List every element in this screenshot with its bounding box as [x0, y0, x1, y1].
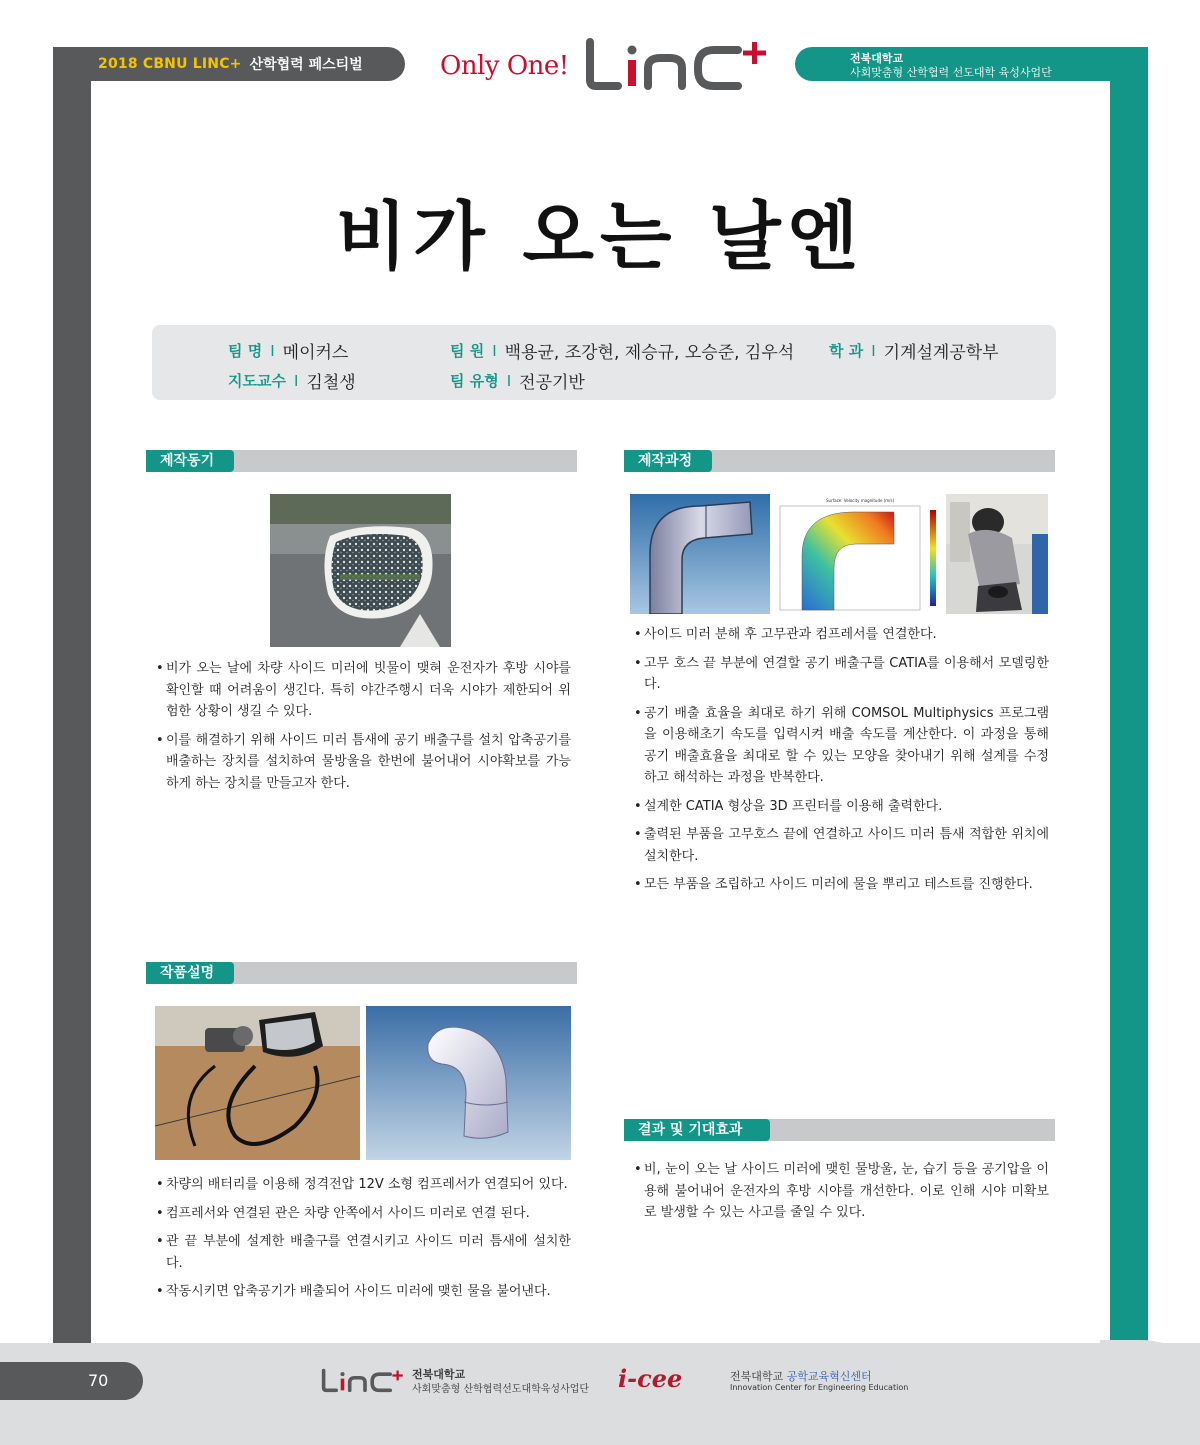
university-banner — [795, 47, 1148, 81]
footer-linc-univ: 전북대학교 — [412, 1368, 466, 1381]
footer-icee-univ: 전북대학교 — [730, 1370, 784, 1383]
section-title: 작품설명 — [146, 962, 234, 984]
results-text — [634, 1159, 1049, 1231]
slogan: Only One! — [440, 51, 569, 81]
team-members-row: 팀 원 I 백용균, 조강현, 제승규, 오승준, 김우석 — [450, 338, 794, 363]
description-item: • 컴프레서와 연결된 관은 차량 안쪽에서 사이드 미러로 연결 된다. — [156, 1203, 571, 1225]
festival-year: 2018 CBNU LINC+ — [98, 56, 242, 72]
results-item: • 비, 눈이 오는 날 사이드 미러에 맺힌 물방울, 눈, 습기 등을 공기압을 이용해 불어내어 운전자의 후방 시야를 개선한다. 이로 인해 시야 미확보로 발생할 수 있는 사고를 줄일 수 있다. — [634, 1159, 1049, 1224]
catia-model-image — [630, 494, 770, 614]
section-header-process — [624, 450, 1055, 472]
section-header-results — [624, 1119, 1055, 1141]
description-item: • 관 끝 부분에 설계한 배출구를 연결시키고 사이드 미러 틈새에 설치한다. — [156, 1231, 571, 1274]
page-number: 70 — [88, 1371, 109, 1390]
department-label: 학 과 — [829, 342, 864, 360]
section-header-motivation — [146, 450, 577, 472]
comsol-simulation-image — [770, 494, 942, 614]
nozzle-model-image — [366, 1006, 571, 1160]
festival-name: 산학협력 페스티벌 — [249, 57, 363, 73]
motivation-text — [156, 658, 571, 801]
team-name: 메이커스 — [282, 343, 349, 363]
rainy-mirror-photo — [270, 494, 451, 647]
process-item: • 고무 호스 끝 부분에 연결할 공기 배출구를 CATIA를 이용해서 모델링한다. — [634, 653, 1049, 696]
description-item: • 차량의 배터리를 이용해 정격전압 12V 소형 컴프레서가 연결되어 있다. — [156, 1174, 571, 1196]
team-members: 백용균, 조강현, 제승규, 오승준, 김우석 — [504, 343, 795, 363]
process-item: • 설계한 CATIA 형상을 3D 프린터를 이용해 출력한다. — [634, 796, 1049, 818]
simulation-caption: Surface: Velocity magnitude (m/s) — [826, 498, 895, 503]
process-item: • 출력된 부품을 고무호스 끝에 연결하고 사이드 미러 틈새 적합한 위치에 설치한다. — [634, 824, 1049, 867]
section-title: 결과 및 기대효과 — [624, 1119, 770, 1141]
team-type-row: 팀 유형 I 전공기반 — [450, 368, 585, 393]
department: 기계설계공학부 — [883, 343, 999, 363]
team-type-label: 팀 유형 — [450, 372, 499, 390]
section-header-description — [146, 962, 577, 984]
univ-program: 사회맞춤형 산학협력 선도대학 육성사업단 — [850, 66, 1052, 79]
footer-band — [0, 1343, 1200, 1445]
footer-linc-logo — [320, 1364, 410, 1396]
univ-name: 전북대학교 — [850, 52, 904, 65]
advisor-label: 지도교수 — [228, 372, 286, 390]
motivation-item: • 비가 오는 날에 차량 사이드 미러에 빗물이 맺혀 운전자가 후방 시야를 확인할 때 어려움이 생긴다. 특히 야간주행시 더욱 시야가 제한되어 위험한 상황이 생길 수 있다. — [156, 658, 571, 723]
section-title: 제작과정 — [624, 450, 712, 472]
team-type: 전공기반 — [519, 373, 585, 393]
description-text — [156, 1174, 571, 1310]
process-item: • 공기 배출 효율을 최대로 하기 위해 COMSOL Multiphysics 프로그램을 이용해초기 속도를 입력시켜 배출 속도를 계산한다. 이 과정을 통해 공기 배출효율을 최대로 할 수 있는 모양을 찾아내기 위해 설계를 수정하고 해석하는 과정을 반복한다. — [634, 703, 1049, 789]
motivation-item: • 이를 해결하기 위해 사이드 미러 틈새에 공기 배출구를 설치 압축공기를 배출하는 장치를 설치하여 물방울을 한번에 불어내어 시야확보를 가능하게 하는 장치를 만들고자 한다. — [156, 730, 571, 795]
process-item: • 사이드 미러 분해 후 고무관과 컴프레서를 연결한다. — [634, 624, 1049, 646]
process-item: • 모든 부품을 조립하고 사이드 미러에 물을 뿌리고 테스트를 진행한다. — [634, 874, 1049, 896]
section-title: 제작동기 — [146, 450, 234, 472]
process-text — [634, 624, 1049, 903]
team-name-row: 팀 명 I 메이커스 — [228, 338, 348, 363]
description-item: • 작동시키면 압축공기가 배출되어 사이드 미러에 맺힌 물을 불어낸다. — [156, 1281, 571, 1303]
page-title: 비가 오는 날엔 — [335, 194, 865, 280]
page-number-pill — [0, 1362, 143, 1400]
footer-band-curve — [1100, 1340, 1200, 1445]
footer-icee-logo: i-cee — [618, 1364, 683, 1393]
linc-logo — [582, 36, 782, 90]
festival-banner — [53, 47, 405, 81]
footer-icee-center: 공학교육혁신센터 — [786, 1370, 872, 1383]
department-row: 학 과 I 기계설계공학부 — [829, 338, 999, 363]
footer-icee-name — [730, 1368, 872, 1384]
team-name-label: 팀 명 — [228, 342, 263, 360]
team-info-box — [152, 325, 1056, 400]
student-testing-photo — [946, 494, 1048, 614]
team-members-label: 팀 원 — [450, 342, 485, 360]
footer-icee-en: Innovation Center for Engineering Education — [730, 1383, 909, 1392]
advisor-row: 지도교수 I 김철생 — [228, 368, 356, 393]
prototype-setup-photo — [155, 1006, 360, 1160]
footer-linc-program: 사회맞춤형 산학협력선도대학육성사업단 — [412, 1384, 590, 1395]
advisor: 김철생 — [306, 373, 356, 393]
